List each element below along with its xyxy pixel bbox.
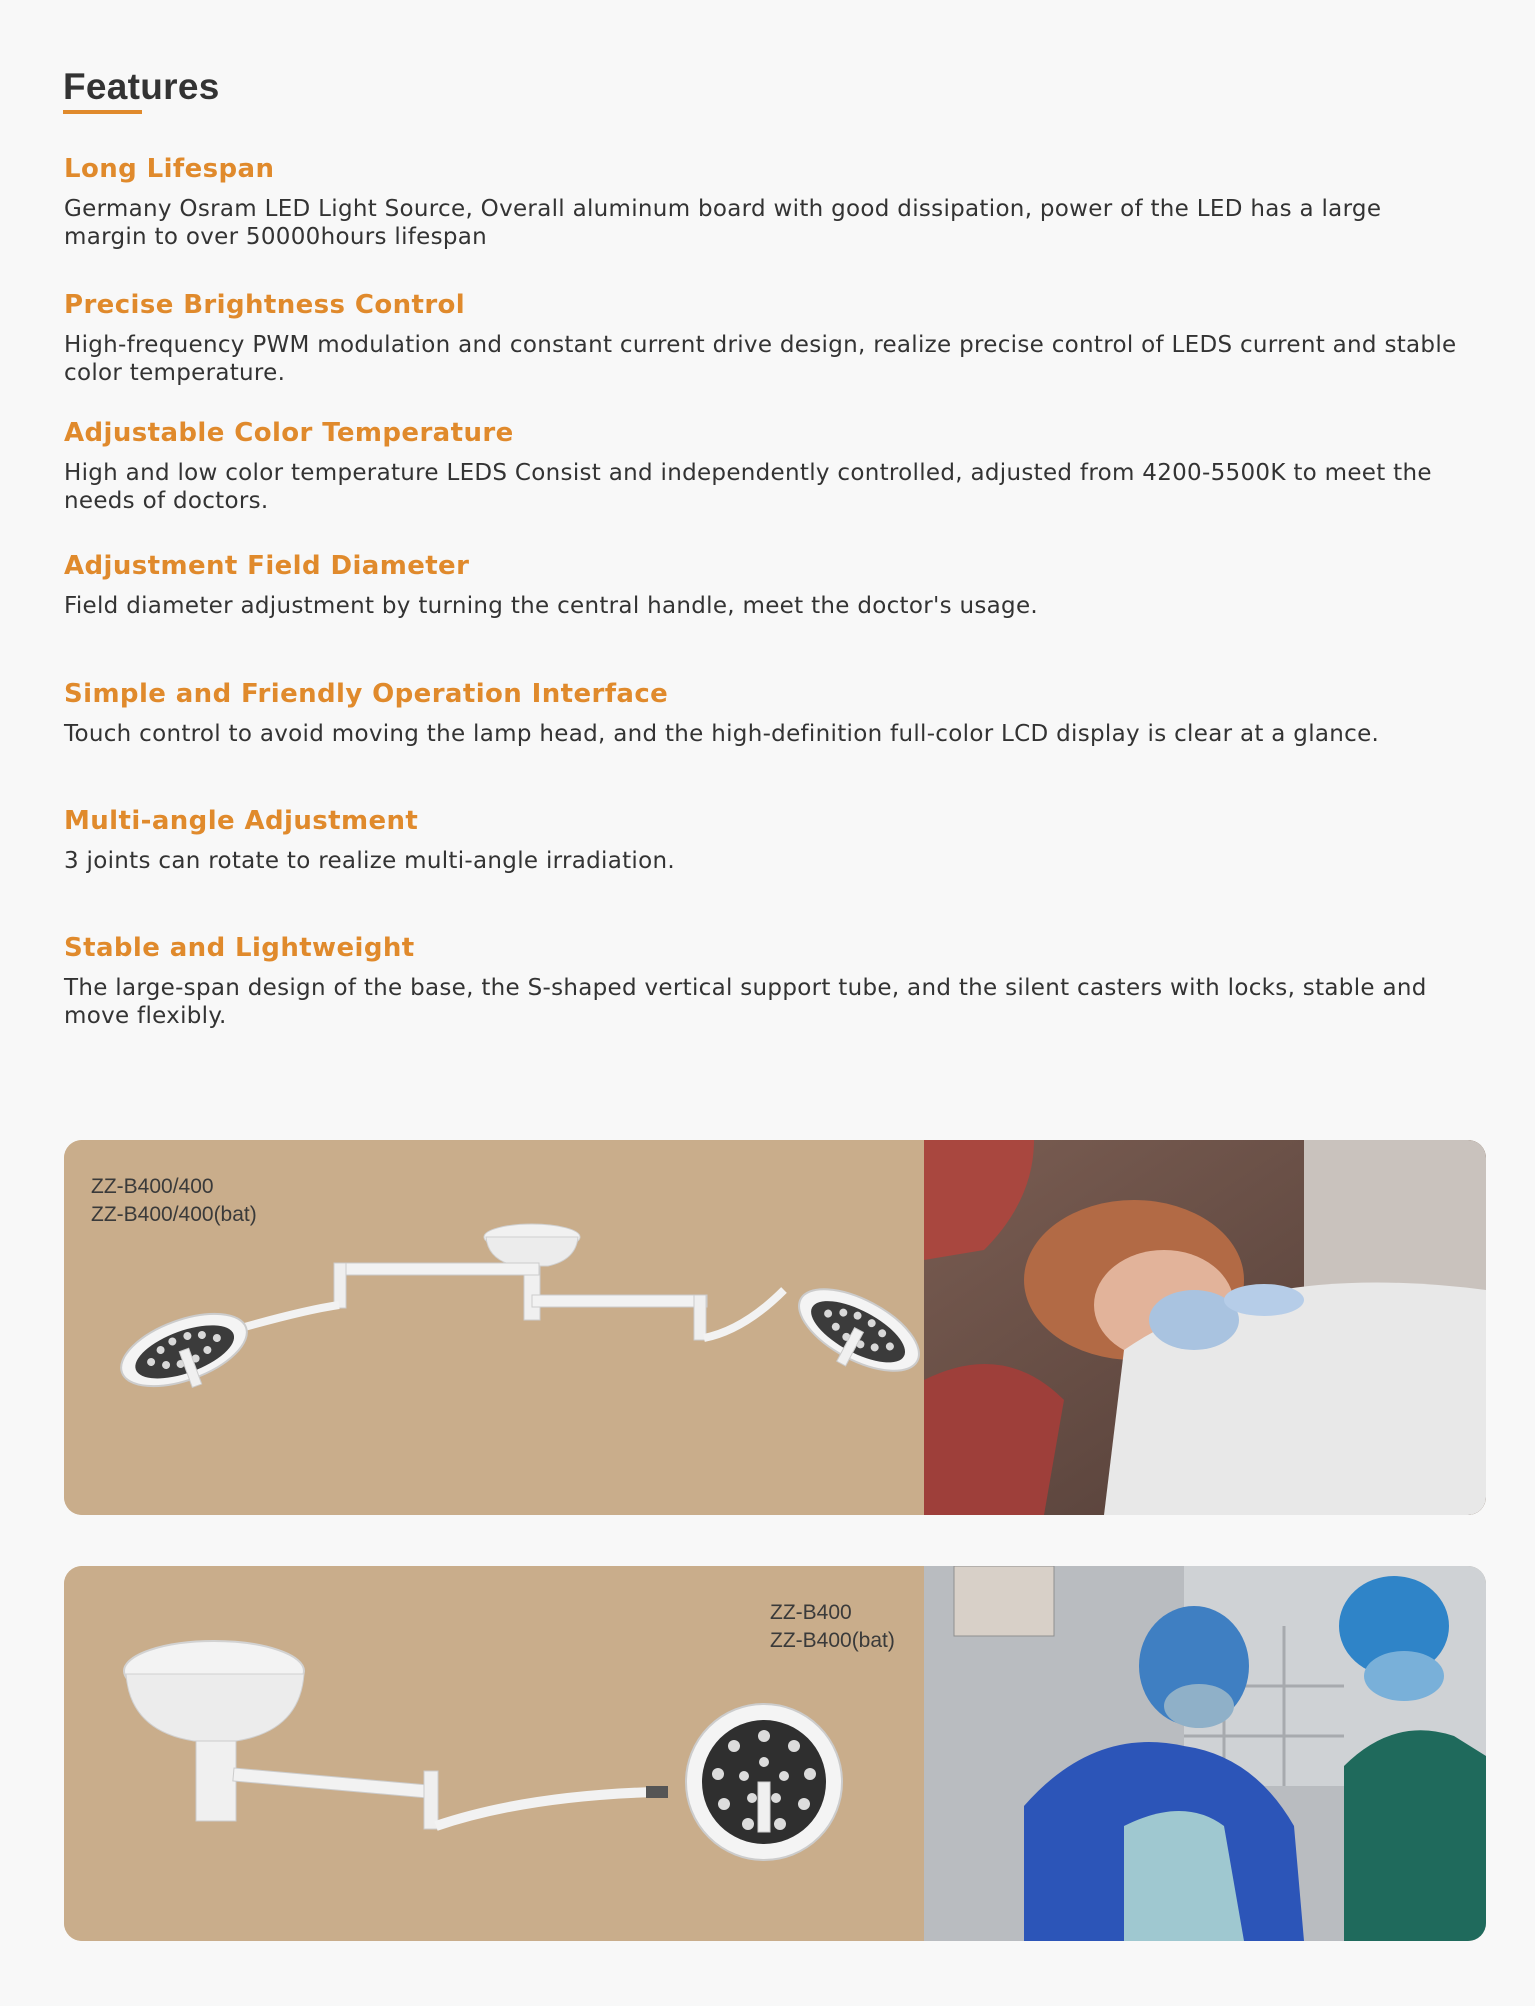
feature-text: High-frequency PWM modulation and constant current drive design, realize precise control of LEDS current and stable color temperature. [64,332,1457,386]
single-surgical-lamp-icon [64,1566,924,1941]
feature-multi-angle [64,806,1464,875]
feature-heading: Stable and Lightweight [64,933,415,963]
feature-heading: Adjustable Color Temperature [64,418,514,448]
model-line: ZZ-B400(bat) [770,1629,895,1652]
feature-text: 3 joints can rotate to realize multi-angle irradiation. [64,848,675,874]
feature-text: High and low color temperature LEDS Consist and independently controlled, adjusted from 4200-5500K to meet the needs of doctors. [64,460,1432,514]
dental-exam-photo-icon [924,1140,1486,1515]
dental-exam-photo [924,1140,1486,1515]
page-title: Features [63,66,220,107]
feature-long-lifespan [64,154,1464,251]
double-surgical-lamp-icon [64,1140,924,1515]
feature-stable-lightweight [64,933,1464,1030]
model-line: ZZ-B400 [770,1601,852,1624]
dental-surgery-photo [924,1566,1486,1941]
model-line: ZZ-B400/400(bat) [91,1203,257,1226]
feature-adjustment-field-diameter [64,551,1464,620]
feature-text: Germany Osram LED Light Source, Overall aluminum board with good dissipation, power of the LED has a large margin to over 50000hours lifespan [64,196,1382,250]
feature-precise-brightness [64,290,1464,387]
product-panel-2 [64,1566,1486,1941]
feature-text: Touch control to avoid moving the lamp head, and the high-definition full-color LCD display is clear at a glance. [64,721,1380,747]
feature-heading: Precise Brightness Control [64,290,466,320]
title-underline [63,110,142,114]
model-line: ZZ-B400/400 [91,1175,214,1198]
feature-heading: Simple and Friendly Operation Interface [64,679,669,709]
feature-heading: Adjustment Field Diameter [64,551,470,581]
product-image-area [64,1140,924,1515]
dental-surgery-photo-icon [924,1566,1486,1941]
product-panel-1 [64,1140,1486,1515]
feature-operation-interface [64,679,1464,748]
feature-adjustable-color-temperature [64,418,1464,515]
feature-text: The large-span design of the base, the S-shaped vertical support tube, and the silent casters with locks, stable and move flexibly. [64,975,1427,1029]
feature-text: Field diameter adjustment by turning the central handle, meet the doctor's usage. [64,593,1039,619]
feature-heading: Multi-angle Adjustment [64,806,419,836]
product-image-area [64,1566,924,1941]
feature-heading: Long Lifespan [64,154,275,184]
